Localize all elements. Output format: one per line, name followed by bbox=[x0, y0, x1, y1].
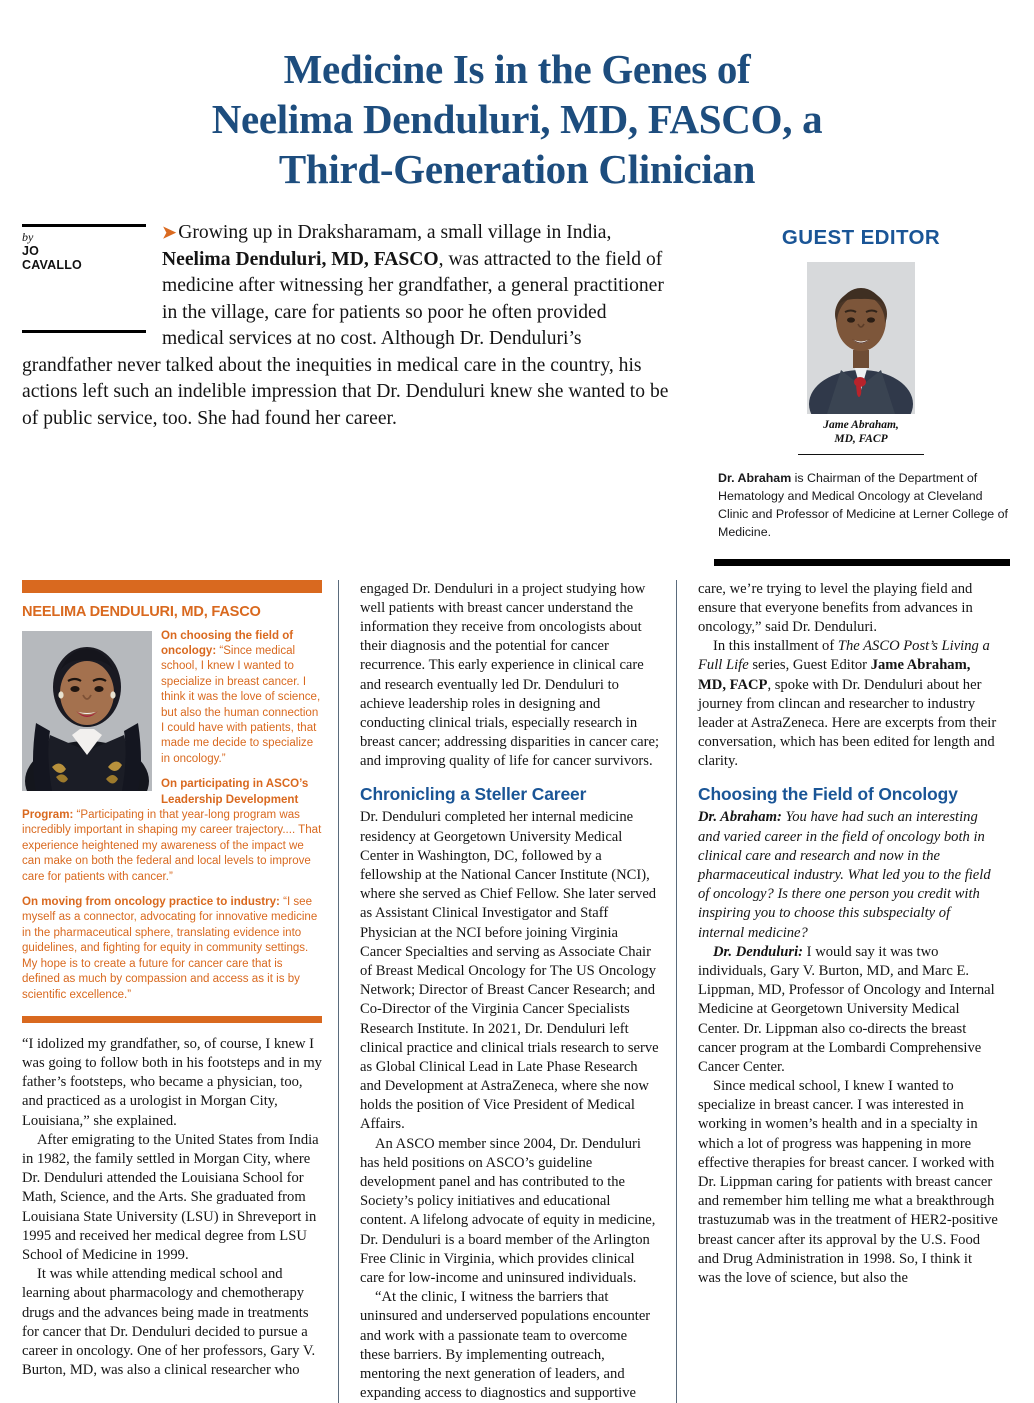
pull-quote-lead-in: On moving from oncology practice to industry: bbox=[22, 896, 280, 909]
guest-editor-divider bbox=[798, 454, 924, 456]
three-column-body bbox=[22, 580, 1012, 1403]
body-paragraph: Dr. Denduluri completed her internal medicine residency at Georgetown University Medical Center in Washington, DC, followed by a fellowship at the National Cancer Institute (NCI), where she served as Chief Fellow. She later served as Assistant Clinical Investigator and Staff Physician at the NCI before joining Virginia Cancer Specialties and serving as Associate Chair of Breast Medical Oncology for The US Oncology Network; Director of Breast Cancer Research; and Co-Director of the Virginia Cancer Specialists Research Institute. In 2021, Dr. Denduluri left clinical practice and clinical trials research to serve as Global Clinical Lead in Late Phase Research and Development at AstraZeneca, where she now holds the position of Vice President of Medical Affairs. bbox=[360, 809, 659, 1133]
column-left bbox=[22, 580, 322, 1403]
body-paragraph: An ASCO member since 2004, Dr. Denduluri has held positions on ASCO’s guideline development panel and has contributed to the Society’s policy initiatives and educational content. A lifelong advocate of equity in medicine, Dr. Denduluri is a board member of the Arlington Free Clinic in Virginia, which provides clinical care for low-income and uninsured individuals. bbox=[360, 1135, 656, 1286]
qa-question-text: You have had such an interesting and varied career in the field of oncology both in clinical care and research and now in the pharmaceutical industry. What led you to the field of oncology? Is there one person you credit with inspiring you to choose this subspecialty of internal medicine? bbox=[698, 809, 991, 941]
pull-quote-top-bar bbox=[22, 580, 322, 593]
lead-text-part2: , was attracted to the field of medicine after witnessing her grandfather, a general practitioner in the village, care for patients so poor he often provided medical services at no cost. Although Dr. Denduluri’s grandfather never talked about the inequities in medical care in the country, his actions left such an indelible impression that Dr. Denduluri knew she wanted to be of public service, too. She had found her career. bbox=[22, 248, 669, 429]
series-title: The ASCO Post’s Living a Full Life bbox=[698, 638, 990, 674]
pull-quote-flow bbox=[22, 629, 322, 1003]
pull-quote-box bbox=[22, 580, 322, 1023]
body-paragraph: After emigrating to the United States from India in 1982, the family settled in Morgan City, where Dr. Denduluri attended the Louisiana School for Math, Science, and the Arts. She graduated from Louisiana State University (LSU) in Shreveport in 1995 and received her medical degree from LSU School of Medicine in 1999. bbox=[22, 1131, 319, 1263]
byline-author-first: JO bbox=[22, 244, 40, 259]
byline-author-last: CAVALLO bbox=[22, 258, 82, 273]
lead-and-guest-editor bbox=[22, 220, 1012, 566]
column-right bbox=[676, 580, 998, 1403]
pull-quote-lead-in: On participating in ASCO’s Leadership Development Program: bbox=[22, 778, 309, 822]
arrow-right-icon: ➤ bbox=[162, 223, 177, 243]
column-middle bbox=[338, 580, 660, 1403]
qa-answer-continued: Since medical school, I knew I wanted to specialize in breast cancer. I was interested in working in women’s health and in a specialty in which a lot of progress was happening in more effective therapies for breast cancer. I worked with Dr. Lippman caring for patients with breast cancer and remember him telling me what a breakthrough trastuzumab was in the treatment of HER2-positive breast cancer after its approval by the U.S. Food and Drug Administration in 1998. So, I think it was the love of science, but also the bbox=[698, 1078, 998, 1286]
installment-mid: series, Guest Editor bbox=[748, 657, 871, 674]
body-paragraph: “At the clinic, I witness the barriers that uninsured and underserved populations encounter and work with a passionate team to overcome these barriers. By implementing outreach, mentoring the next generation of leaders, and expanding access to diagnostics and supportive bbox=[360, 1289, 651, 1402]
body-paragraph-continued: care, we’re trying to level the playing field and ensure that everyone benefits from advances in oncology,” said Dr. Denduluri. bbox=[698, 580, 973, 635]
lead-zone bbox=[22, 220, 670, 432]
page-title bbox=[22, 0, 1012, 194]
headline-line-2: Neelima Denduluri, MD, FASCO, a bbox=[211, 96, 823, 143]
section-heading-choosing: Choosing the Field of Oncology bbox=[698, 784, 958, 805]
installment-pre: In this installment of bbox=[713, 638, 838, 655]
pull-quote-item bbox=[22, 777, 322, 885]
headline-line-3: Third-Generation Clinician bbox=[278, 146, 756, 193]
qa-speaker-abraham: Dr. Abraham: bbox=[698, 809, 782, 826]
guest-editor-bio-name: Dr. Abraham bbox=[718, 471, 792, 486]
qa-speaker-denduluri: Dr. Denduluri: bbox=[713, 943, 804, 960]
body-paragraph: “I idolized my grandfather, so, of course, I knew I was going to follow both in his footsteps and in my father’s footsteps, who became a physician, too, and practiced as a urologist in Morgan City, Louisiana,” she explained. bbox=[22, 1035, 322, 1129]
body-paragraph-continued: engaged Dr. Denduluri in a project studying how well patients with breast cancer understand the information they receive from oncologists about their diagnosis and the potential for cancer recurrence. This early experience in clinical care and research eventually led Dr. Denduluri to achieve leadership roles in designing and conducting clinical trials, especially research in breast cancer; addressing disparities in cancer care; and improving quality of life for cancer survivors. bbox=[360, 580, 660, 770]
pull-quote-body: “Since medical school, I knew I wanted to specialize in breast cancer. I think it was the love of science, but also the human connection I could have with patients, that made me decide to specialize in oncology.” bbox=[161, 644, 321, 765]
jame-abraham-portrait-illustration bbox=[807, 262, 915, 414]
pull-quote-body: “Participating in that year-long program was incredibly important in shaping my career trajectory.... That experience heightened my awareness of the impact we can make on both the federal and local levels to improve care for patients with cancer.” bbox=[22, 809, 322, 883]
neelima-denduluri-portrait-illustration bbox=[22, 631, 152, 791]
guest-editor-caption-line1: Jame Abraham, bbox=[823, 419, 899, 432]
section-heading-chronicling: Chronicling a Steller Career bbox=[360, 784, 587, 805]
installment-post: , spoke with Dr. Denduluri about her journey from clincan and researcher to industry leader at AstraZeneca. Here are excerpts from their conversation, which has been edited for length and clarity. bbox=[698, 676, 997, 770]
pull-quote-bottom-bar bbox=[22, 1016, 322, 1023]
guest-editor-title: GUEST EDITOR bbox=[781, 226, 941, 250]
pull-quote-body: “I see myself as a connector, advocating for innovative medicine in the pharmaceutical sphere, translating evidence into guidelines, and fighting for equity in community settings. My hope is to create a future for cancer care that is defined as much by compassion and access as it is by scientific excellence.” bbox=[22, 896, 318, 1001]
body-paragraph: It was while attending medical school and learning about pharmacology and chemotherapy drugs and the advances being made in treatments for cancer that Dr. Denduluri decided to pursue a career in oncology. One of her professors, Gary V. Burton, MD, was also a clinical researcher who bbox=[22, 1266, 316, 1379]
headline-line-1: Medicine Is in the Genes of bbox=[283, 46, 751, 92]
pull-quote-subject-name: NEELIMA DENDULURI, MD, FASCO bbox=[22, 603, 261, 620]
qa-question bbox=[698, 808, 998, 942]
guest-editor-bio bbox=[710, 469, 1012, 541]
neelima-denduluri-photo bbox=[22, 631, 152, 791]
pull-quote-item bbox=[22, 895, 322, 1003]
installment-paragraph bbox=[698, 637, 998, 771]
guest-editor-bio-text: is Chairman of the Department of Hematology and Medical Oncology at Cleveland Clinic and Professor of Medicine at Lerner College of Medicine. bbox=[718, 471, 1008, 540]
guest-editor-photo bbox=[807, 262, 915, 414]
guest-editor-box bbox=[678, 220, 1012, 566]
guest-editor-caption-line2: MD, FACP bbox=[834, 432, 888, 445]
byline-rule-bottom bbox=[22, 330, 146, 333]
guest-editor-caption bbox=[710, 419, 1012, 447]
guest-editor-bottom-rule bbox=[714, 559, 1010, 566]
lead-text-part1: Growing up in Draksharamam, a small village in India, bbox=[178, 222, 612, 244]
qa-answer bbox=[698, 943, 998, 1077]
byline-by-label: by bbox=[22, 230, 34, 245]
pull-quote-lead-in: On choosing the field of oncology: bbox=[161, 629, 294, 657]
byline bbox=[22, 224, 146, 333]
guest-editor-name-inline: Jame Abraham, MD, FACP bbox=[698, 657, 971, 693]
lead-bold-name: Neelima Denduluri, MD, FASCO bbox=[162, 248, 439, 270]
qa-answer-text: I would say it was two individuals, Gary V. Burton, MD, and Marc E. Lippman, MD, Professor of Oncology and Internal Medicine at Georgetown University Medical Center. Dr. Lippman also co-directs the breast cancer program at the Lombardi Comprehensive Cancer Center. bbox=[698, 943, 995, 1075]
